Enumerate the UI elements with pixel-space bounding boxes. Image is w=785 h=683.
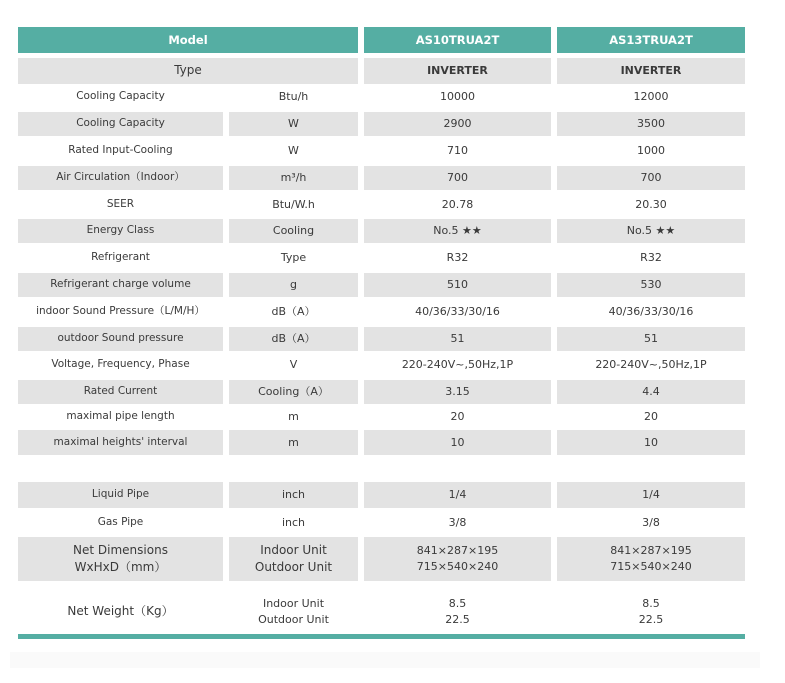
spec-unit: Cooling（A） bbox=[229, 380, 358, 404]
net-weight-label: Net Weight（Kg） bbox=[67, 604, 174, 619]
spec-unit: V bbox=[289, 358, 298, 372]
outdoor-dimension: 715×540×240 bbox=[416, 560, 499, 573]
type-value-2: INVERTER bbox=[557, 58, 745, 84]
bottom-accent-bar bbox=[18, 634, 745, 639]
spec-unit: dB（A） bbox=[229, 327, 358, 351]
spec-unit: W bbox=[229, 112, 358, 136]
spec-value-2: 10 bbox=[557, 430, 745, 455]
indoor-weight: 8.5 bbox=[448, 597, 467, 611]
spec-unit: m³/h bbox=[229, 166, 358, 190]
spec-label: Rated Current bbox=[18, 380, 223, 404]
spec-label: indoor Sound Pressure（L/M/H） bbox=[36, 305, 205, 318]
indoor-dimension: 841×287×195 bbox=[416, 544, 499, 558]
spec-unit: Btu/W.h bbox=[272, 198, 315, 212]
net-weight-unit bbox=[229, 590, 358, 634]
spec-label: Cooling Capacity bbox=[18, 112, 223, 136]
spec-label: Refrigerant charge volume bbox=[18, 273, 223, 297]
spec-value-1: 40/36/33/30/16 bbox=[415, 305, 500, 319]
outdoor-unit-label: Outdoor Unit bbox=[258, 613, 329, 626]
spec-value-1: 20.78 bbox=[441, 198, 474, 212]
spec-value-2: 20.30 bbox=[635, 198, 667, 212]
outdoor-dimension: 715×540×240 bbox=[610, 560, 692, 573]
net-dimensions-value-1 bbox=[364, 537, 551, 581]
model-1-header: AS10TRUA2T bbox=[364, 27, 551, 53]
spec-value-1: 20 bbox=[450, 410, 465, 424]
indoor-unit-label: Indoor Unit bbox=[260, 542, 327, 557]
spec-value-1: R32 bbox=[446, 251, 469, 265]
spec-value-2: R32 bbox=[640, 251, 662, 265]
spec-value-1: 700 bbox=[364, 166, 551, 190]
net-weight-value-1 bbox=[364, 590, 551, 634]
spec-unit: Btu/h bbox=[278, 90, 309, 104]
outdoor-unit-label: Outdoor Unit bbox=[254, 560, 333, 574]
spec-value-1: 220-240V~,50Hz,1P bbox=[401, 358, 514, 372]
spec-value-2: 20 bbox=[644, 410, 658, 424]
spec-value-1: 10000 bbox=[440, 90, 475, 104]
bottom-shadow bbox=[10, 652, 760, 668]
spec-value-1: 710 bbox=[447, 144, 468, 158]
type-label: Type bbox=[18, 58, 358, 84]
type-value-1: INVERTER bbox=[364, 58, 551, 84]
spec-unit: Cooling bbox=[229, 219, 358, 243]
spec-value-2: 3500 bbox=[557, 112, 745, 136]
spec-value-2: 1000 bbox=[637, 144, 665, 158]
spec-unit: m bbox=[288, 410, 299, 424]
liquid-pipe-value-2: 1/4 bbox=[557, 482, 745, 508]
spec-label: Cooling Capacity bbox=[76, 90, 165, 103]
spec-value-2: 4.4 bbox=[557, 380, 745, 404]
gas-pipe-value-2: 3/8 bbox=[642, 516, 660, 530]
outdoor-weight: 22.5 bbox=[638, 613, 664, 626]
model-2-header: AS13TRUA2T bbox=[557, 27, 745, 53]
net-dimensions-unit bbox=[229, 537, 358, 581]
liquid-pipe-unit: inch bbox=[229, 482, 358, 508]
indoor-dimension: 841×287×195 bbox=[610, 544, 692, 558]
spec-label: Energy Class bbox=[18, 219, 223, 243]
net-weight-value-2 bbox=[557, 590, 745, 634]
spec-value-2: 51 bbox=[557, 327, 745, 351]
spec-value-1: 2900 bbox=[364, 112, 551, 136]
spec-label: Rated Input-Cooling bbox=[68, 144, 173, 157]
net-dimensions-label bbox=[18, 537, 223, 581]
spec-label: Air Circulation（Indoor） bbox=[18, 166, 223, 190]
spec-value-2: 40/36/33/30/16 bbox=[608, 305, 694, 319]
net-dimensions-label-line1: Net Dimensions bbox=[73, 542, 168, 557]
net-dimensions-value-2 bbox=[557, 537, 745, 581]
spec-value-1: 10 bbox=[364, 430, 551, 455]
energy-class-value-2: No.5 ★★ bbox=[557, 219, 745, 243]
gas-pipe-unit: inch bbox=[281, 516, 306, 530]
spec-unit: m bbox=[229, 430, 358, 455]
spec-label: Refrigerant bbox=[91, 251, 150, 264]
model-header: Model bbox=[18, 27, 358, 53]
spec-value-1: 510 bbox=[364, 273, 551, 297]
net-dimensions-label-line2: WxHxD（mm） bbox=[74, 560, 167, 574]
spec-value-2: 12000 bbox=[633, 90, 669, 104]
indoor-weight: 8.5 bbox=[642, 597, 660, 611]
spec-label: maximal heights' interval bbox=[18, 430, 223, 455]
spec-label: outdoor Sound pressure bbox=[18, 327, 223, 351]
indoor-unit-label: Indoor Unit bbox=[262, 597, 325, 611]
energy-class-value-1: No.5 ★★ bbox=[364, 219, 551, 243]
spec-value-1: 3.15 bbox=[364, 380, 551, 404]
spec-value-2: 700 bbox=[557, 166, 745, 190]
spec-label: SEER bbox=[106, 198, 135, 211]
spec-value-1: 51 bbox=[364, 327, 551, 351]
spec-value-2: 220-240V~,50Hz,1P bbox=[595, 358, 707, 372]
liquid-pipe-value-1: 1/4 bbox=[364, 482, 551, 508]
spec-unit: dB（A） bbox=[271, 305, 316, 319]
spec-unit: g bbox=[229, 273, 358, 297]
spec-unit: W bbox=[288, 144, 299, 158]
gas-pipe-label: Gas Pipe bbox=[97, 516, 144, 529]
spec-label: Voltage, Frequency, Phase bbox=[51, 358, 190, 371]
liquid-pipe-label: Liquid Pipe bbox=[18, 482, 223, 508]
gas-pipe-value-1: 3/8 bbox=[448, 516, 467, 530]
spec-unit: Type bbox=[280, 251, 307, 265]
outdoor-weight: 22.5 bbox=[445, 613, 470, 626]
spec-label: maximal pipe length bbox=[66, 410, 175, 423]
spec-value-2: 530 bbox=[557, 273, 745, 297]
